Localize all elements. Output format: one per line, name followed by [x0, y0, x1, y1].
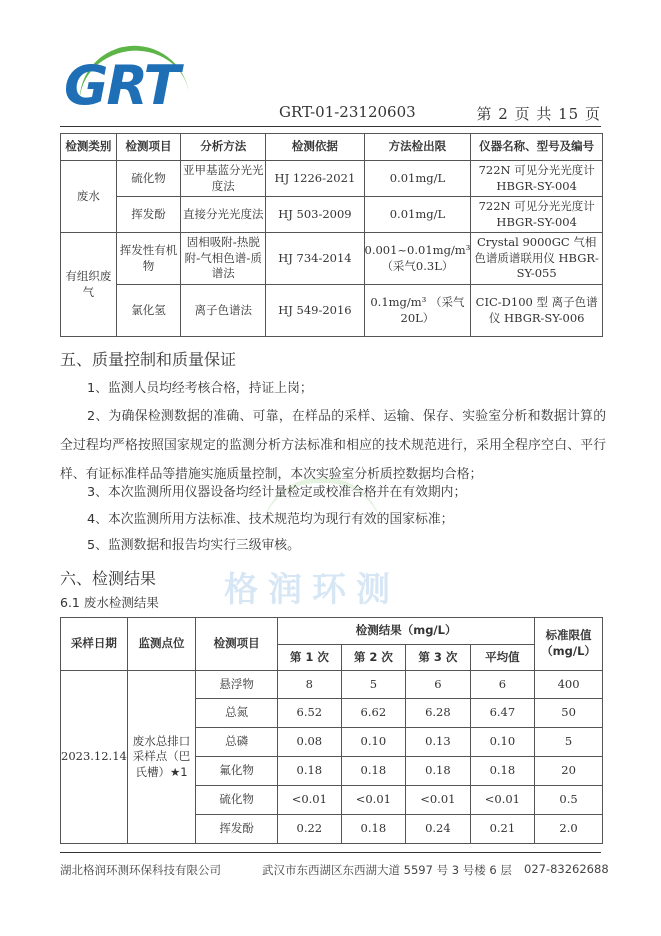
watermark-text: 格润环测 — [224, 570, 400, 610]
value-cell: 0.13 — [406, 728, 471, 757]
item-cell: 硫化物 — [116, 161, 181, 197]
item-cell: 氯化氢 — [116, 285, 181, 337]
value-cell: <0.01 — [278, 786, 342, 815]
basis-cell: HJ 734-2014 — [266, 233, 364, 285]
header-rule — [60, 126, 601, 127]
value-cell: 6.52 — [278, 699, 342, 728]
header-result-group: 检测结果（mg/L） — [278, 618, 535, 645]
qc-item-5: 5、监测数据和报告均实行三级审核。 — [87, 538, 300, 553]
document-code: GRT-01-23120603 — [279, 103, 416, 121]
value-cell: 6 — [406, 671, 471, 699]
instrument-cell: 722N 可见分光光度计 HBGR-SY-004 — [471, 161, 603, 197]
header-cell: 检测项目 — [116, 134, 181, 161]
instrument-cell: CIC-D100 型 离子色谱仪 HBGR-SY-006 — [471, 285, 603, 337]
value-cell: 0.10 — [341, 728, 406, 757]
value-cell: 0.08 — [278, 728, 342, 757]
table-row — [61, 285, 603, 337]
method-cell: 亚甲基蓝分光光度法 — [181, 161, 266, 197]
header-item: 检测项目 — [196, 618, 278, 671]
company-logo — [58, 40, 188, 122]
method-table — [60, 133, 603, 337]
limit-cell: 2.0 — [535, 815, 603, 844]
qc-item-1: 1、监测人员均经考核合格，持证上岗； — [87, 381, 313, 396]
instrument-cell: Crystal 9000GC 气相色谱质谱联用仪 HBGR-SY-055 — [471, 233, 603, 285]
logo-text: GRT — [64, 54, 179, 117]
date-cell: 2023.12.14 — [61, 671, 128, 844]
basis-cell: HJ 549-2016 — [266, 285, 364, 337]
header-date: 采样日期 — [61, 618, 128, 671]
table-row — [61, 197, 603, 233]
value-cell: 0.10 — [470, 728, 535, 757]
footer-address: 武汉市东西湖区东西湖大道 5597 号 3 号楼 6 层 — [262, 863, 512, 877]
value-cell: 6 — [470, 671, 535, 699]
item-cell: 氟化物 — [196, 757, 278, 786]
limit-cell: 20 — [535, 757, 603, 786]
qc-item-4: 4、本次监测所用方法标准、技术规范均为现行有效的国家标准； — [87, 512, 454, 527]
site-cell: 废水总排口采样点（巴氏槽）★1 — [127, 671, 195, 844]
footer-company: 湖北格润环测环保科技有限公司 — [60, 863, 221, 877]
header-run: 第 2 次 — [341, 645, 406, 671]
table-row — [61, 161, 603, 197]
table-row — [61, 671, 603, 699]
method-cell: 直接分光光度法 — [181, 197, 266, 233]
section-6-1-title: 6.1 废水检测结果 — [60, 595, 159, 610]
header-site: 监测点位 — [127, 618, 195, 671]
item-cell: 挥发酚 — [196, 815, 278, 844]
method-table-header — [61, 134, 603, 161]
limit-cell: 5 — [535, 728, 603, 757]
qc-item-3: 3、本次监测所用仪器设备均经计量检定或校准合格并在有效期内； — [87, 485, 467, 500]
value-cell: 0.24 — [406, 815, 471, 844]
value-cell: <0.01 — [470, 786, 535, 815]
result-table-header — [61, 618, 603, 645]
header-cell: 仪器名称、型号及编号 — [471, 134, 603, 161]
header-run: 第 3 次 — [406, 645, 471, 671]
qc-item-2: 2、为确保检测数据的准确、可靠，在样品的采样、运输、保存、实验室分析和数据计算的全过程均严格按照国家规定的监测分析方法标准和相应的技术规范进行，采用全程序空白、平行样、有证标准样品等措施实施质量控制，本次实验室分析质控数据均合格； — [60, 409, 606, 482]
limit-cell: 0.01mg/L — [364, 197, 471, 233]
value-cell: 0.21 — [470, 815, 535, 844]
value-cell: <0.01 — [341, 786, 406, 815]
value-cell: 0.22 — [278, 815, 342, 844]
result-table — [60, 617, 603, 844]
item-cell: 总氮 — [196, 699, 278, 728]
header-limit: 标准限值（mg/L） — [535, 618, 603, 671]
method-cell: 固相吸附-热脱附-气相色谱-质谱法 — [181, 233, 266, 285]
page-number: 第 2 页 共 15 页 — [476, 105, 601, 123]
section-5-title: 五、质量控制和质量保证 — [60, 350, 237, 369]
value-cell: 0.18 — [470, 757, 535, 786]
item-cell: 挥发酚 — [116, 197, 181, 233]
value-cell: 6.47 — [470, 699, 535, 728]
table-row — [61, 233, 603, 285]
value-cell: 0.18 — [341, 815, 406, 844]
basis-cell: HJ 503-2009 — [266, 197, 364, 233]
item-cell: 悬浮物 — [196, 671, 278, 699]
value-cell: <0.01 — [406, 786, 471, 815]
limit-cell: 0.1mg/m³ （采气 20L） — [364, 285, 471, 337]
value-cell: 6.62 — [341, 699, 406, 728]
header-cell: 分析方法 — [181, 134, 266, 161]
header-cell: 检测依据 — [266, 134, 364, 161]
instrument-cell: 722N 可见分光光度计 HBGR-SY-004 — [471, 197, 603, 233]
footer-phone: 027-83262688 — [524, 862, 609, 876]
basis-cell: HJ 1226-2021 — [266, 161, 364, 197]
value-cell: 0.18 — [406, 757, 471, 786]
category-cell: 有组织废气 — [61, 233, 117, 337]
value-cell: 0.18 — [278, 757, 342, 786]
header-run: 平均值 — [470, 645, 535, 671]
value-cell: 6.28 — [406, 699, 471, 728]
header-cell: 检测类别 — [61, 134, 117, 161]
section-6-title: 六、检测结果 — [60, 569, 157, 588]
limit-cell: 0.001~0.01mg/m³ （采气0.3L） — [364, 233, 471, 285]
value-cell: 5 — [341, 671, 406, 699]
limit-cell: 50 — [535, 699, 603, 728]
footer-rule — [60, 852, 601, 853]
limit-cell: 0.5 — [535, 786, 603, 815]
limit-cell: 400 — [535, 671, 603, 699]
value-cell: 8 — [278, 671, 342, 699]
method-cell: 离子色谱法 — [181, 285, 266, 337]
item-cell: 总磷 — [196, 728, 278, 757]
value-cell: 0.18 — [341, 757, 406, 786]
limit-cell: 0.01mg/L — [364, 161, 471, 197]
category-cell: 废水 — [61, 161, 117, 233]
item-cell: 硫化物 — [196, 786, 278, 815]
header-cell: 方法检出限 — [364, 134, 471, 161]
item-cell: 挥发性有机物 — [116, 233, 181, 285]
header-run: 第 1 次 — [278, 645, 342, 671]
